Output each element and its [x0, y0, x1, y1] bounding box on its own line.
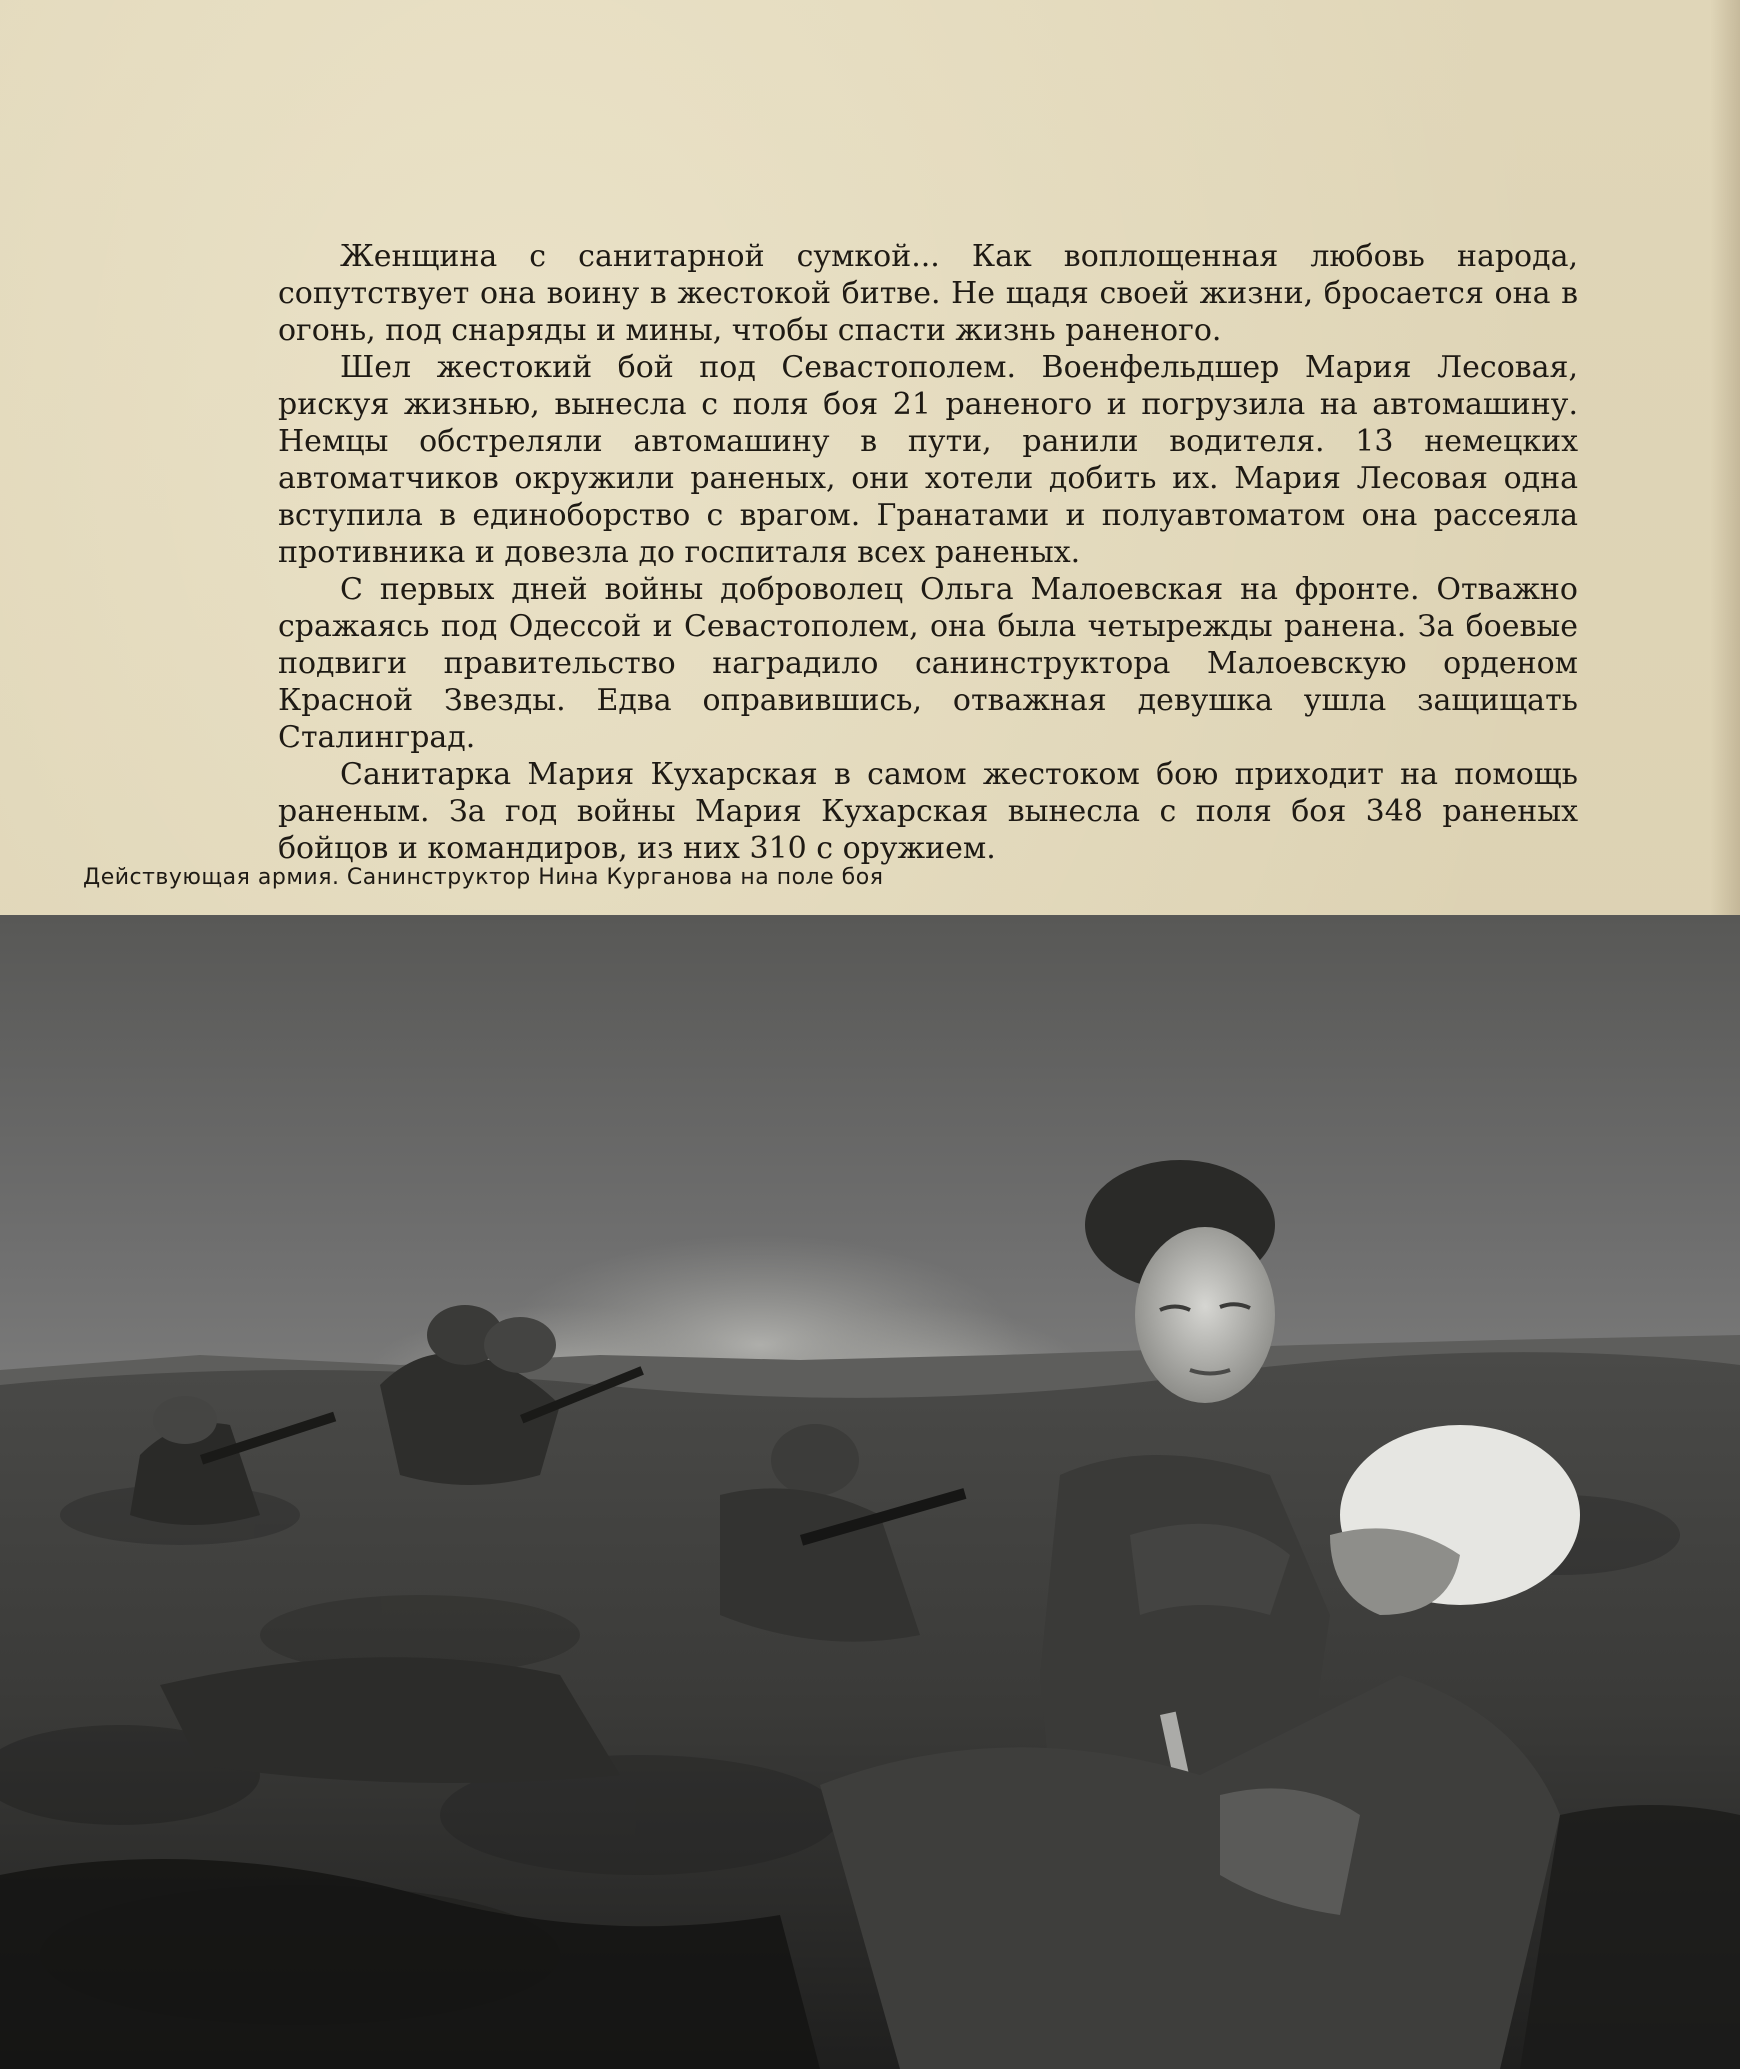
photo-caption: Действующая армия. Санинструктор Нина Курганова на поле боя	[83, 865, 884, 890]
page-spine-shadow	[1710, 0, 1740, 920]
paragraph-1: Женщина с санитарной сумкой... Как воплощенная любовь народа, сопутствует она воину в жестокой битве. Не щадя своей жизни, бросается она в огонь, под снаряды и мины, чтобы спасти жизнь раненого.	[278, 239, 1578, 348]
article-text	[278, 238, 1578, 867]
paragraph-2: Шел жестокий бой под Севастополем. Военфельдшер Мария Лесовая, рискуя жизнью, вынесла с поля боя 21 раненого и погрузила на автомашину. Немцы обстреляли автомашину в пути, ранили водителя. 13 немецких автоматчиков окружили раненых, они хотели добить их. Мария Лесовая одна вступила в единоборство с врагом. Гранатами и полуавтоматом она рассеяла противника и довезла до госпиталя всех раненых.	[278, 350, 1578, 570]
photograph-illustration	[0, 915, 1740, 2069]
paragraph-3: С первых дней войны доброволец Ольга Малоевская на фронте. Отважно сражаясь под Одессой и Севастополем, она была четырежды ранена. За боевые подвиги правительство наградило санинструктора Малоевскую орденом Красной Звезды. Едва оправившись, отважная девушка ушла защищать Сталинград.	[278, 572, 1578, 755]
war-photograph	[0, 915, 1740, 2069]
paragraph-4: Санитарка Мария Кухарская в самом жестоком бою приходит на помощь раненым. За год войны Мария Кухарская вынесла с поля боя 348 раненых бойцов и командиров, из них 310 с оружием.	[278, 757, 1578, 866]
